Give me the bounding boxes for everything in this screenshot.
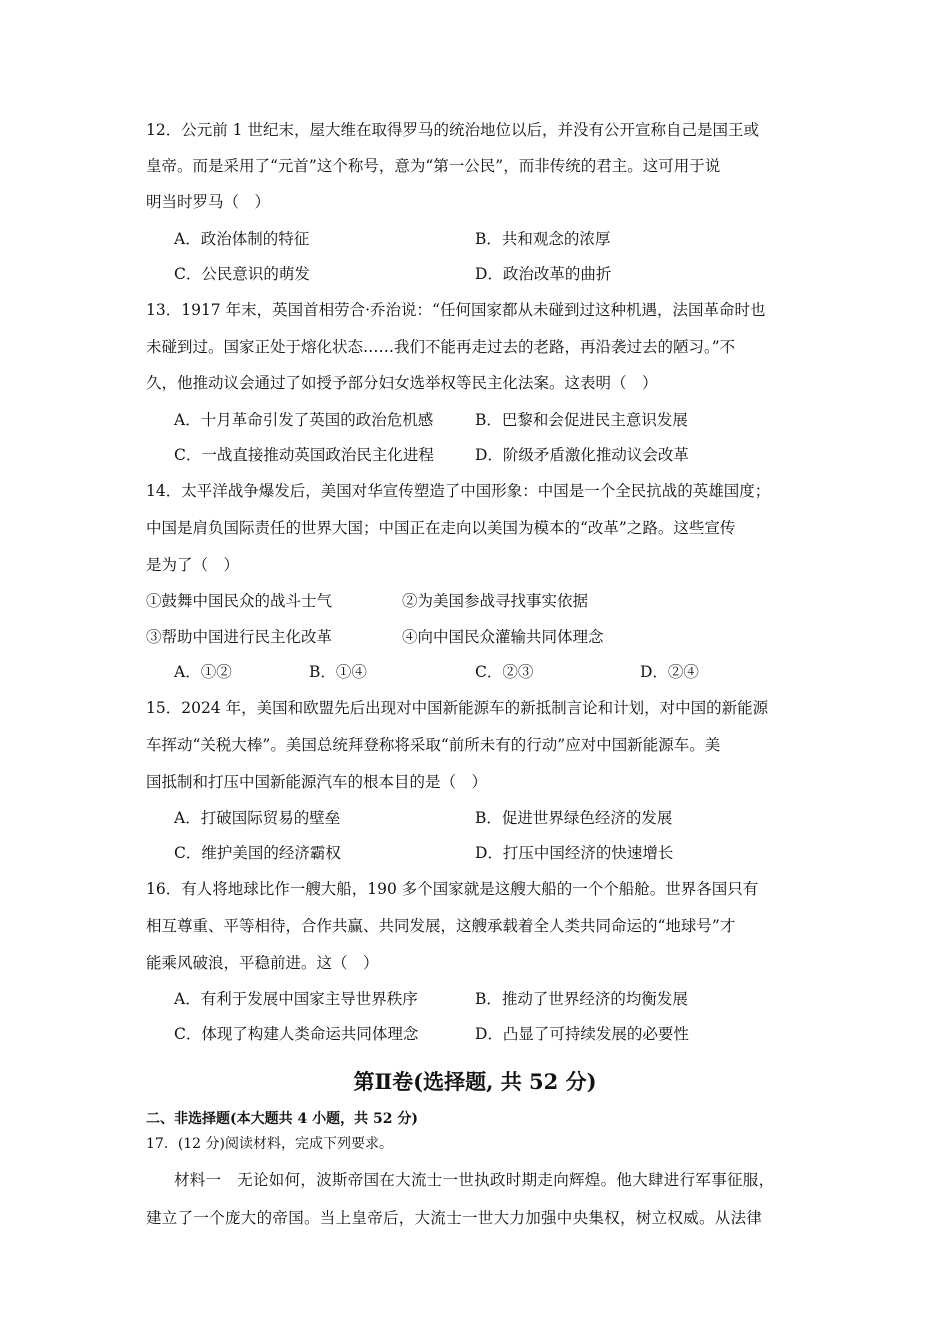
q14-option-c: C．②③ xyxy=(475,663,534,681)
q15-line-2: 车挥动“关税大棒”。美国总统拜登称将采取“前所未有的行动”应对中国新能源车。美 xyxy=(146,736,721,754)
q14-item-4: ④向中国民众灌输共同体理念 xyxy=(402,628,604,646)
q16-option-d: D．凸显了可持续发展的必要性 xyxy=(475,1025,689,1043)
q15-option-a: A．打破国际贸易的壁垒 xyxy=(174,809,341,827)
q15-option-c: C．维护美国的经济霸权 xyxy=(174,844,341,862)
q12-line-1: 12．公元前 1 世纪末，屋大维在取得罗马的统治地位以后，并没有公开宣称自己是国王或 xyxy=(146,121,759,139)
q13-option-d: D．阶级矛盾激化推动议会改革 xyxy=(475,446,689,464)
q15-option-b: B．促进世界绿色经济的发展 xyxy=(475,809,673,827)
q13-option-b: B．巴黎和会促进民主意识发展 xyxy=(475,411,688,429)
q15-line-1: 15．2024 年，美国和欧盟先后出现对中国新能源车的新抵制言论和计划，对中国的新能源 xyxy=(146,699,769,717)
q17-material-line-2: 建立了一个庞大的帝国。当上皇帝后，大流士一世大力加强中央集权，树立权威。从法律 xyxy=(146,1209,763,1227)
section-subtitle: 二、非选择题(本大题共 4 小题，共 52 分) xyxy=(146,1111,418,1127)
q16-option-c: C．体现了构建人类命运共同体理念 xyxy=(174,1025,419,1043)
q13-line-1: 13．1917 年末，英国首相劳合·乔治说：“任何国家都从未碰到过这种机遇，法国革命时也 xyxy=(146,301,766,319)
q17-material-line-1: 材料一 无论如何，波斯帝国在大流士一世执政时期走向辉煌。他大肆进行军事征服， xyxy=(174,1171,775,1189)
q13-option-c: C．一战直接推动英国政治民主化进程 xyxy=(174,446,434,464)
q12-line-3: 明当时罗马（ ） xyxy=(146,193,271,211)
q16-line-1: 16．有人将地球比作一艘大船，190 多个国家就是这艘大船的一个个船舱。世界各国只有 xyxy=(146,880,759,898)
q16-option-b: B．推动了世界经济的均衡发展 xyxy=(475,990,688,1008)
q16-line-2: 相互尊重、平等相待，合作共赢、共同发展，这艘承载着全人类共同命运的“地球号”才 xyxy=(146,917,736,935)
q12-option-c: C．公民意识的萌发 xyxy=(174,265,310,283)
q14-option-a: A．①② xyxy=(174,663,232,681)
q17-heading: 17．(12 分)阅读材料，完成下列要求。 xyxy=(146,1136,394,1152)
q14-line-3: 是为了（ ） xyxy=(146,556,240,574)
q15-option-d: D．打压中国经济的快速增长 xyxy=(475,844,674,862)
q14-item-3: ③帮助中国进行民主化改革 xyxy=(146,628,333,646)
q14-option-b: B．①④ xyxy=(309,663,367,681)
q13-line-3: 久，他推动议会通过了如授予部分妇女选举权等民主化法案。这表明（ ） xyxy=(146,374,658,392)
q16-option-a: A．有利于发展中国家主导世界秩序 xyxy=(174,990,418,1008)
q12-option-a: A．政治体制的特征 xyxy=(174,230,310,248)
q14-item-1: ①鼓舞中国民众的战斗士气 xyxy=(146,592,333,610)
section-title: 第Ⅱ卷(选择题, 共 52 分) xyxy=(353,1069,597,1094)
q15-line-3: 国抵制和打压中国新能源汽车的根本目的是（ ） xyxy=(146,773,488,791)
q13-option-a: A．十月革命引发了英国的政治危机感 xyxy=(174,411,434,429)
q12-line-2: 皇帝。而是采用了“元首”这个称号，意为“第一公民”，而非传统的君主。这可用于说 xyxy=(146,157,721,175)
q14-option-d: D．②④ xyxy=(640,663,699,681)
q13-line-2: 未碰到过。国家正处于熔化状态……我们不能再走过去的老路，再沿袭过去的陋习。”不 xyxy=(146,338,736,356)
q16-line-3: 能乘风破浪，平稳前进。这（ ） xyxy=(146,954,379,972)
q12-option-b: B．共和观念的浓厚 xyxy=(475,230,611,248)
q14-line-1: 14．太平洋战争爆发后，美国对华宣传塑造了中国形象：中国是一个全民抗战的英雄国度； xyxy=(146,482,771,500)
q14-item-2: ②为美国参战寻找事实依据 xyxy=(402,592,589,610)
q14-line-2: 中国是肩负国际责任的世界大国；中国正在走向以美国为模本的“改革”之路。这些宣传 xyxy=(146,519,736,537)
q12-option-d: D．政治改革的曲折 xyxy=(475,265,612,283)
